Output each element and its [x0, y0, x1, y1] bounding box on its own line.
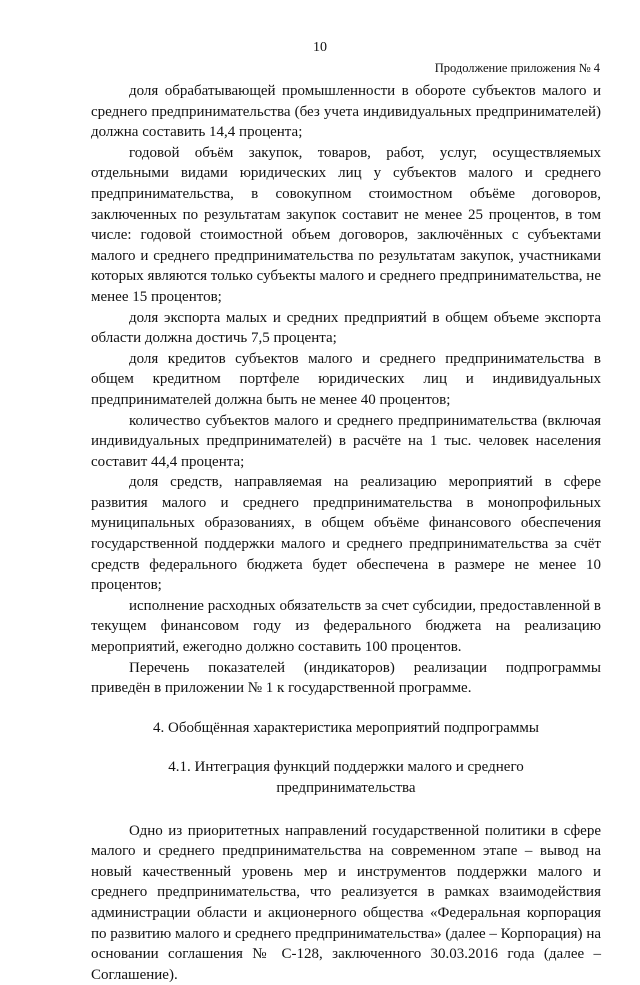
page-number: 10 — [313, 40, 327, 55]
subsection-heading: 4.1. Интеграция функций поддержки малого и среднего предпринимательства — [168, 759, 524, 796]
section-heading: 4. Обобщённая характеристика мероприятий подпрограммы — [153, 719, 539, 736]
paragraph-procurement-volume: годовой объём закупок, товаров, работ, услуг, осуществляемых отдельными видами юридических лиц у субъектов малого и среднего предпринимательства, в совокупном стоимостном объёме договоров, заключенных по результатам закупок составит не менее 25 процентов, в том числе: годовой стоимостной объем договоров, заключённых с субъектами малого и среднего предпринимательства по результатам закупок, участниками которых являются только субъекты малого и среднего предпринимательства, не менее 15 процентов; — [91, 144, 601, 305]
paragraph-priority-direction: Одно из приоритетных направлений государственной политики в сфере малого и среднего предпринимательства на современном этапе – вывод на новый качественный уровень мер и инструментов поддержки малого и среднего предпринимательства, что реализуется в рамках взаимодействия администрации области и акционерного общества «Федеральная корпорация по развитию малого и среднего предпринимательства» (далее – Корпорация) на основании соглашения № С-128, заключенного 30.03.2016 года (далее – Соглашение). — [91, 822, 601, 983]
paragraph-manufacturing-share: доля обрабатывающей промышленности в обороте субъектов малого и среднего предпринимательства (без учета индивидуальных предпринимателей) должна составить 14,4 процента; — [91, 83, 601, 141]
paragraph-monotown-funds: доля средств, направляемая на реализацию мероприятий в сфере развития малого и среднего предпринимательства в монопрофильных муниципальных образованиях, в общем объёме финансового обеспечения государственной поддержки малого и среднего предпринимательства за счёт средств федерального бюджета будет обеспечена в размере не менее 10 процентов; — [91, 474, 601, 594]
paragraph-sme-count: количество субъектов малого и среднего предпринимательства (включая индивидуальных предпринимателей) в расчёте на 1 тыс. человек населения составит 44,4 процента; — [91, 412, 601, 470]
paragraph-indicator-list: Перечень показателей (индикаторов) реализации подпрограммы приведён в приложении № 1 к государственной программе. — [91, 659, 601, 697]
paragraph-export-share: доля экспорта малых и средних предприятий в общем объеме экспорта области должна достичь 7,5 процента; — [91, 309, 601, 347]
document-body — [91, 81, 601, 985]
continuation-note: Продолжение приложения № 4 — [434, 61, 600, 75]
paragraph-subsidy-execution: исполнение расходных обязательств за счет субсидии, предоставленной в текущем финансовом году из федерального бюджета на реализацию мероприятий, ежегодно должно составить 100 процентов. — [91, 597, 601, 656]
paragraph-credit-share: доля кредитов субъектов малого и среднего предпринимательства в общем кредитном портфеле юридических лиц и индивидуальных предпринимателей должна быть не менее 40 процентов; — [91, 350, 601, 408]
